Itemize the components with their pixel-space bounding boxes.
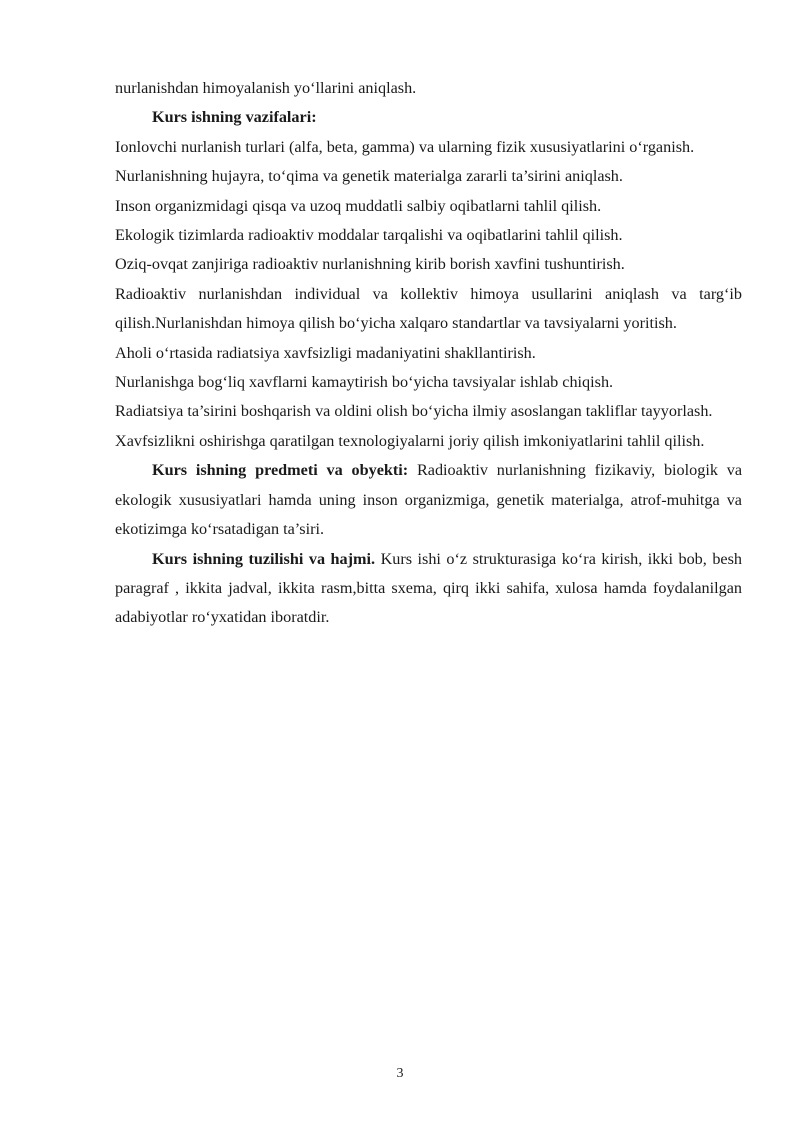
task-item: Nurlanishning hujayra, to‘qima va genetik materialga zararli ta’sirini aniqlash. <box>115 167 623 186</box>
task-item: Radiatsiya ta’sirini boshqarish va oldini olish bo‘yicha ilmiy asoslangan takliflar tayyorlash. <box>115 402 713 421</box>
structure-text: Kurs ishi o‘z strukturasiga ko‘ra kirish, ikki bob, besh paragraf , ikkita jadval, ikkita rasm,bitta sxema, qirq ikki sahifa, xulosa hamda foydalanilgan adabiyotlar ro‘yxatidan iboratdir. <box>115 549 742 627</box>
task-item: Xavfsizlikni oshirishga qaratilgan texnologiyalarni joriy qilish imkoniyatlarini tahlil qilish. <box>115 431 705 450</box>
subject-paragraph <box>115 456 742 544</box>
task-item: Oziq-ovqat zanjiriga radioaktiv nurlanishning kirib borish xavfini tushuntirish. <box>115 255 625 274</box>
subject-lead: Kurs ishning predmeti va obyekti: <box>152 461 409 480</box>
task-item: Ekologik tizimlarda radioaktiv moddalar tarqalishi va oqibatlarini tahlil qilish. <box>115 226 623 245</box>
task-item: Nurlanishga bog‘liq xavflarni kamaytirish bo‘yicha tavsiyalar ishlab chiqish. <box>115 373 614 392</box>
document-page <box>115 74 742 633</box>
structure-paragraph <box>115 545 742 633</box>
tasks-list <box>115 133 742 456</box>
tasks-heading: Kurs ishning vazifalari: <box>152 108 317 127</box>
subject-text: Radioaktiv nurlanishning fizikaviy, biologik va ekologik xususiyatlari hamda uning inson organizmiga, genetik materialga, atrof-muhitga va ekotizimga ko‘rsatadigan ta’siri. <box>115 461 742 539</box>
task-item: Inson organizmidagi qisqa va uzoq muddatli salbiy oqibatlarni tahlil qilish. <box>115 196 602 215</box>
page-number: 3 <box>396 1066 404 1081</box>
task-item: Radioaktiv nurlanishdan individual va kollektiv himoya usullarini aniqlash va targ‘ib qilish.Nurlanishdan himoya qilish bo‘yicha xalqaro standartlar va tavsiyalarni yoritish. <box>115 284 742 333</box>
task-item: Aholi o‘rtasida radiatsiya xavfsizligi madaniyatini shakllantirish. <box>115 343 536 362</box>
task-item: Ionlovchi nurlanish turlari (alfa, beta, gamma) va ularning fizik xususiyatlarini o‘rganish. <box>115 137 695 156</box>
intro-line: nurlanishdan himoyalanish yo‘llarini aniqlash. <box>115 79 417 97</box>
structure-lead: Kurs ishning tuzilishi va hajmi. <box>152 549 376 568</box>
